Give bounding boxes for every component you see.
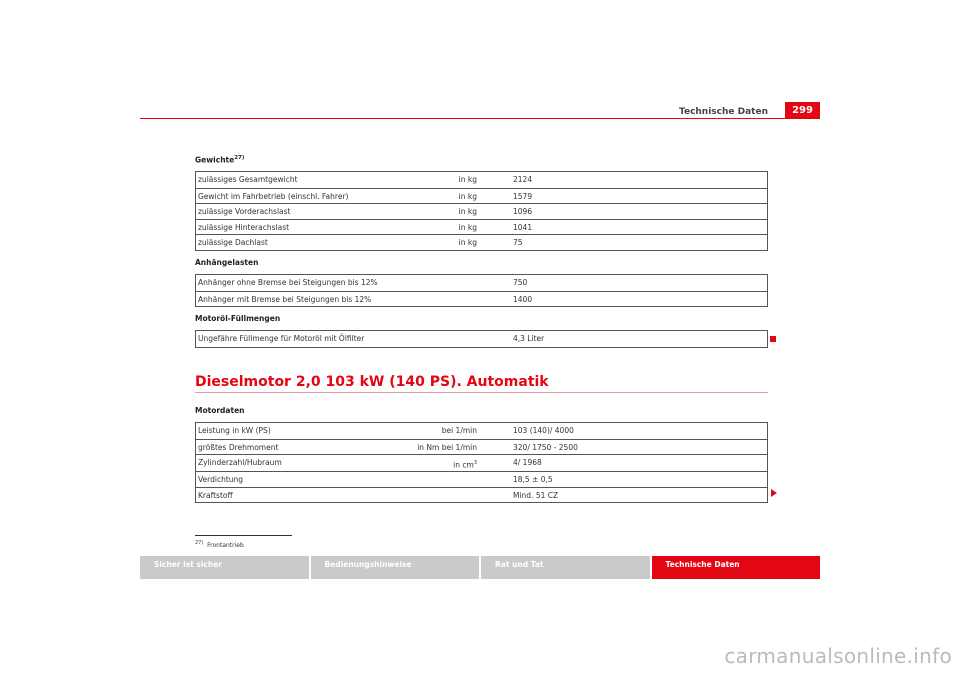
table-row — [196, 291, 767, 307]
row-unit: in $cm^3$ — [453, 460, 477, 470]
footnote-rule — [195, 535, 292, 536]
heading-rule — [195, 392, 768, 393]
row-label: Anhänger mit Bremse bei Steigungen bis 12% — [198, 294, 372, 304]
row-unit: in kg — [458, 175, 477, 184]
row-value: 4/ 1968 — [513, 458, 542, 467]
table-row — [196, 423, 767, 439]
weights-table — [195, 171, 768, 251]
header-rule — [140, 118, 820, 119]
row-value: 1041 — [513, 222, 533, 232]
row-value: 1400 — [513, 294, 533, 304]
row-label: Anhänger ohne Bremse bei Steigungen bis 12% — [198, 278, 378, 287]
row-unit: in kg — [458, 191, 477, 201]
row-value: 103 (140)/ 4000 — [513, 426, 574, 435]
watermark: carmanualsonline.info — [724, 644, 952, 668]
section-label-engine: Motordaten — [195, 406, 245, 415]
section-label-oil: Motoröl-Füllmengen — [195, 314, 281, 323]
row-value: 2124 — [513, 175, 533, 184]
engine-table — [195, 422, 768, 503]
header-title: Technische Daten — [679, 107, 768, 117]
table-row — [196, 331, 767, 347]
table-row — [196, 487, 767, 503]
engine-heading: Dieselmotor 2,0 103 kW (140 PS). Automatik — [195, 374, 549, 390]
row-value: 1096 — [513, 207, 533, 216]
row-value: 1579 — [513, 191, 533, 201]
row-label: zulässige Hinterachslast — [198, 222, 290, 232]
row-value: Mind. 51 CZ — [513, 490, 559, 500]
row-label: Gewicht im Fahrbetrieb (einschl. Fahrer) — [198, 191, 349, 201]
page-number: 299 — [785, 102, 820, 119]
footer-tab-technische-daten[interactable]: Technische Daten — [652, 556, 821, 579]
row-unit: in Nm bei 1/min — [417, 442, 477, 452]
row-label: Zylinderzahl/Hubraum — [198, 458, 282, 467]
row-label: zulässige Vorderachslast — [198, 207, 291, 216]
section-label-weights: Gewichte$^{27)}$ — [195, 155, 245, 165]
table-row — [196, 275, 767, 291]
footer-tab-rat-und-tat[interactable]: Rat und Tat — [481, 556, 650, 579]
row-unit: in kg — [458, 222, 477, 232]
footnote-ref: 27) — [234, 155, 245, 161]
table-row — [196, 188, 767, 204]
row-label: Verdichtung — [198, 475, 244, 484]
row-value: 4,3 Liter — [513, 334, 545, 343]
row-unit: in kg — [458, 207, 477, 216]
row-label: zulässiges Gesamtgewicht — [198, 175, 298, 184]
table-row — [196, 219, 767, 235]
footer-nav — [140, 556, 820, 579]
footer-tab-bedienungshinweise[interactable]: Bedienungshinweise — [311, 556, 480, 579]
row-value: 320/ 1750 - 2500 — [513, 442, 578, 452]
row-value: 75 — [513, 238, 523, 247]
section-label-trailer: Anhängelasten — [195, 258, 259, 267]
table-row — [196, 172, 767, 188]
footnote: $^{27)}$ Frontantrieb — [195, 540, 244, 549]
trailer-table — [195, 274, 768, 307]
table-row — [196, 439, 767, 455]
table-row — [196, 471, 767, 487]
row-unit: bei 1/min — [441, 426, 477, 435]
row-value: 18,5 ± 0,5 — [513, 475, 553, 484]
row-label: Leistung in kW (PS) — [198, 426, 271, 435]
row-unit: in kg — [458, 238, 477, 247]
table-row — [196, 203, 767, 219]
row-value: 750 — [513, 278, 528, 287]
continue-arrow-icon — [771, 489, 777, 497]
footer-tab-sicher[interactable]: Sicher ist sicher — [140, 556, 309, 579]
row-label: zulässige Dachlast — [198, 238, 268, 247]
row-label: größtes Drehmoment — [198, 442, 279, 452]
oil-table — [195, 330, 768, 348]
table-row — [196, 234, 767, 250]
row-label: Kraftstoff — [198, 490, 233, 500]
section-end-mark — [770, 336, 776, 342]
table-row — [196, 454, 767, 471]
row-label: Ungefähre Füllmenge für Motoröl mit Ölfilter — [198, 334, 365, 343]
